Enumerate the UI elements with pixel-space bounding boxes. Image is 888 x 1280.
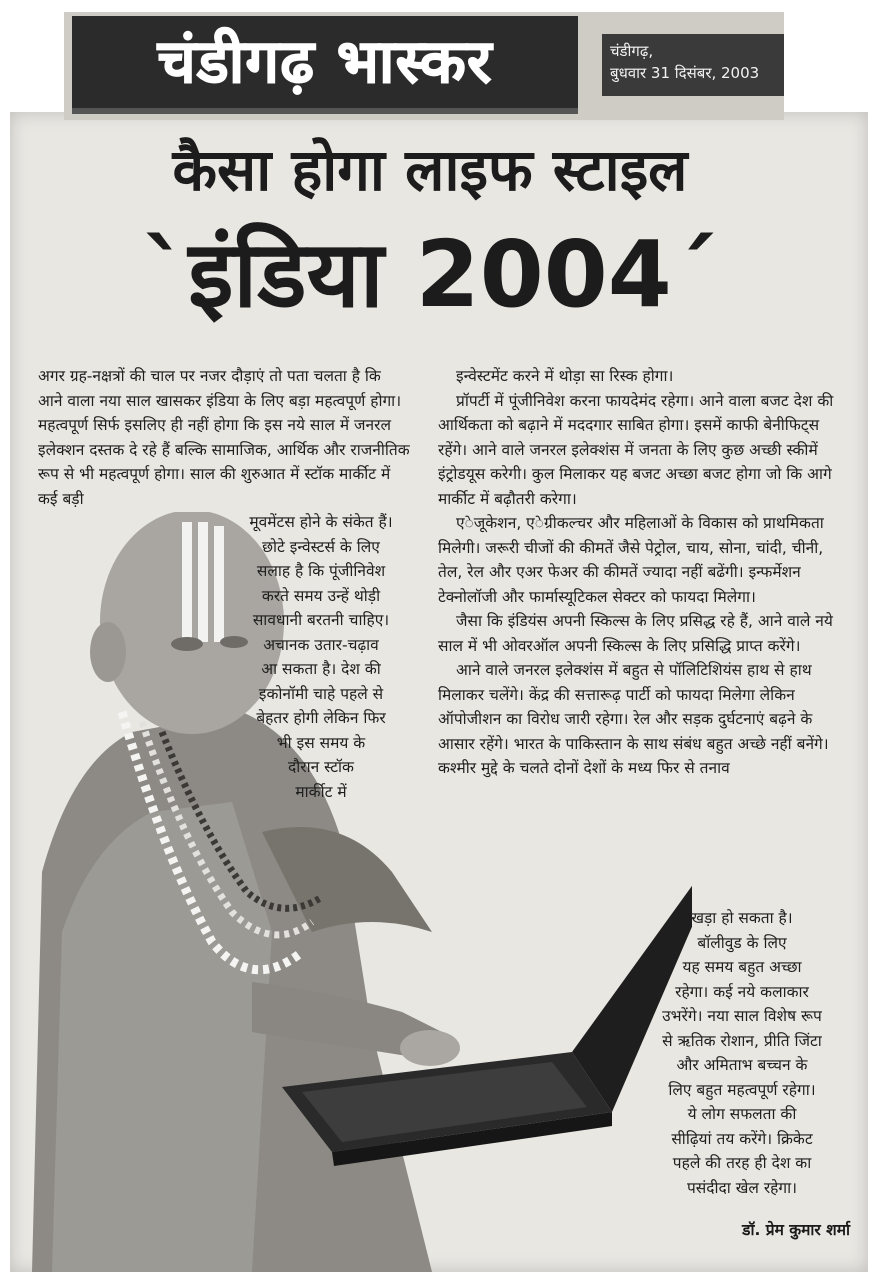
article-paragraph: अगर ग्रह-नक्षत्रों की चाल पर नजर दौड़ाएं तो पता चलता है कि आने वाला नया साल खासकर इंडिया के लिए बड़ा महत्वपूर्ण होगा। महत्वपूर्ण सिर्फ इसलिए ही नहीं होगा कि इस नये साल में जनरल इलेक्शन दस्तक दे रहे हैं बल्कि सामाजिक, आर्थिक और राजनीतिक रूप से भी महत्वपूर्ण होगा। साल की शुरुआत में स्टॉक मार्कीट में कई बड़ी [38, 367, 410, 508]
dateline-date: बुधवार 31 दिसंबर, 2003 [610, 64, 760, 82]
article-line: रहेगा। कई नये कलाकार [675, 982, 809, 1001]
article-line: पहले की तरह ही देश का [672, 1154, 812, 1172]
article-line: मार्कीट में [295, 782, 347, 801]
headline-line-1: कैसा होगा लाइफ स्टाइल [172, 136, 688, 204]
article-line: इकोनॉमी चाहे पहले से [258, 684, 384, 703]
article-column-1-top [38, 364, 410, 511]
article-line: बेहतर होगी लेकिन फिर [256, 709, 386, 727]
article-line: छोटे इन्वेस्टर्स के लिए [262, 537, 380, 556]
headline-line-2: `इंडिया 2004´ [142, 221, 718, 328]
article-column-1-wrap [228, 510, 414, 804]
article-paragraph: प्रॉपर्टी में पूंजीनिवेश करना फायदेमंद रहेगा। आने वाला बजट देश की आर्थिकता को बढ़ाने में मददगार साबित होगा। इसमें काफी बेनीफिट्स रहेंगे। आने वाले जनरल इलेक्शंस में जनता के लिए कुछ अच्छी स्कीमें इंट्रोडयूस करेगी। कुल मिलाकर यह बजट अच्छा बजट होगा जो कि आगे मार्कीट में बढ़ौतरी करेगा। [438, 391, 834, 508]
article-line: भी इस समय के [276, 733, 366, 752]
article-line: पसंदीदा खेल रहेगा। [687, 1178, 797, 1197]
article-line: करते समय उन्हें थोड़ी [261, 586, 381, 605]
article-line: उभरेंगे। नया साल विशेष रूप [662, 1007, 822, 1025]
dateline-city: चंडीगढ़, [610, 42, 654, 60]
article-line: सलाह है कि पूंजीनिवेश [256, 562, 386, 580]
article-line: लिए बहुत महत्वपूर्ण रहेगा। [668, 1080, 816, 1099]
article-line: बॉलीवुड के लिए [697, 933, 787, 952]
masthead-rule [72, 108, 578, 114]
article-line: अचानक उतार-चढ़ाव [263, 635, 379, 654]
article-column-3 [634, 906, 850, 1200]
article-line: मूवमेंटस होने के संकेत हैं। [249, 513, 393, 531]
article-line: आ सकता है। देश की [261, 660, 381, 678]
masthead [64, 12, 784, 120]
article-line: सीढ़ियां तय करेंगे। क्रिकेट [671, 1129, 813, 1148]
article-line: और अमिताभ बच्चन के [676, 1056, 808, 1074]
newspaper-name: चंडीगढ़ भास्कर [72, 16, 578, 108]
author-byline: डॉ. प्रेम कुमार शर्मा [742, 1221, 850, 1239]
dateline [602, 34, 784, 96]
article-line: से ऋतिक रोशान, प्रीति जिंटा [662, 1031, 822, 1050]
article-line: दौरान स्टॉक [288, 758, 354, 776]
article-column-2 [438, 364, 840, 781]
article-paragraph: आने वाले जनरल इलेक्शंस में बहुत से पॉलिटिशियंस हाथ से हाथ मिलाकर चलेंगे। केंद्र की सत्तारूढ़ पार्टी को फायदा मिलेगा लेकिन ऑपोजीशन का विरोध जारी रहेगा। रेल और सड़क दुर्घटनाएं बढ़ने के आसार रहेंगे। भारत के पाकिस्तान के साथ संबंध बहुत अच्छे नहीं बनेंगे। कश्मीर मुद्दे के चलते दोनों देशों के मध्य फिर से तनाव [438, 661, 829, 777]
article-line: खड़ा हो सकता है। [691, 909, 793, 927]
article-paragraph: जैसा कि इंडियंस अपनी स्किल्स के लिए प्रसिद्ध रहे हैं, आने वाले नये साल में भी ओवरऑल अपनी स्किल्स के लिए प्रसिद्धि प्राप्त करेंगे। [438, 612, 833, 655]
article-line: ये लोग सफलता की [687, 1105, 797, 1123]
article-paragraph: एेजूकेशन, एेग्रीकल्चर और महिलाओं के विकास को प्राथमिकता मिलेगी। जरूरी चीजों की कीमतें जैसे पेट्रोल, चाय, सोना, चांदी, चीनी, तेल, रेल और एअर फेअर की कीमतें ज्यादा नहीं बढेंगी। इन्फर्मेशन टेक्नोलॉजी और फार्मास्यूटिकल सेक्टर को फायदा मिलेगा। [438, 514, 824, 606]
article-paragraph: इन्वेस्टमेंट करने में थोड़ा सा रिस्क होगा। [456, 367, 674, 385]
article-line: सावधानी बरतनी चाहिए। [252, 611, 390, 629]
article-line: यह समय बहुत अच्छा [682, 958, 802, 976]
